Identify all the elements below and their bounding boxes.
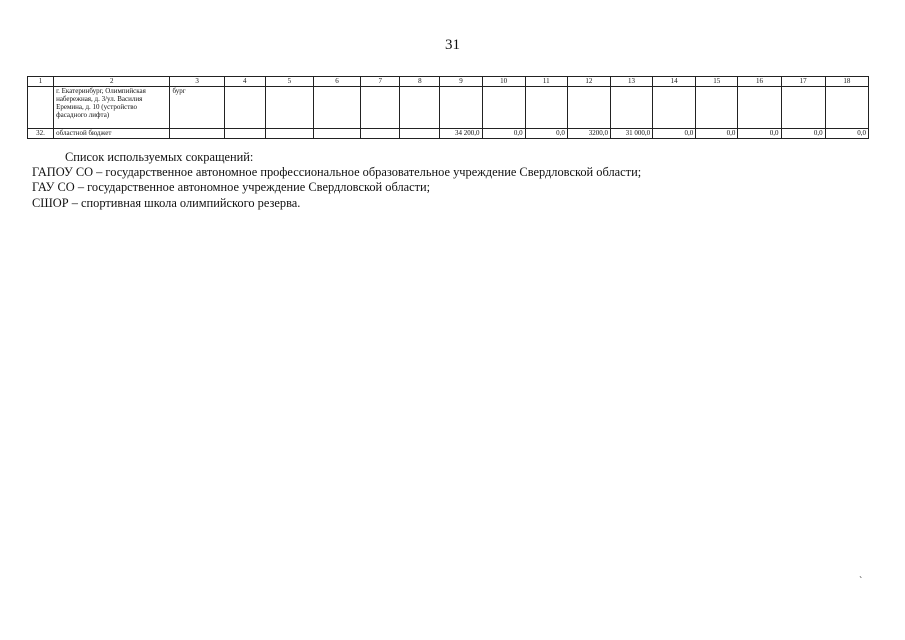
column-number-cell: 17 [781, 77, 825, 87]
value-cell: 0,0 [781, 129, 825, 139]
value-cell: 0,0 [696, 129, 738, 139]
column-number-row [28, 77, 869, 87]
value-cell: 31 000,0 [610, 129, 652, 139]
column-number-cell: 18 [825, 77, 868, 87]
column-number-cell: 6 [313, 77, 360, 87]
value-cell [224, 129, 265, 139]
column-number-cell: 14 [653, 77, 696, 87]
column-number-cell: 15 [696, 77, 738, 87]
abbreviations-section [32, 150, 872, 211]
table-cell [781, 87, 825, 129]
table-cell [525, 87, 567, 129]
location-cell: бург [170, 87, 224, 129]
table-cell [265, 87, 313, 129]
column-number-cell: 2 [54, 77, 170, 87]
column-number-cell: 5 [265, 77, 313, 87]
table-cell [400, 87, 440, 129]
table-cell [653, 87, 696, 129]
value-cell: 0,0 [653, 129, 696, 139]
column-number-cell: 12 [567, 77, 610, 87]
budget-row [28, 129, 869, 139]
column-number-cell: 7 [361, 77, 400, 87]
value-cell: 0,0 [738, 129, 781, 139]
value-cell: 34 200,0 [440, 129, 482, 139]
funding-source-cell: областной бюджет [54, 129, 170, 139]
table-cell [440, 87, 482, 129]
value-cell: 0,0 [482, 129, 525, 139]
value-cell: 0,0 [525, 129, 567, 139]
table-cell [696, 87, 738, 129]
table-cell [313, 87, 360, 129]
abbreviations-heading: Список используемых сокращений: [65, 150, 254, 164]
column-number-cell: 13 [610, 77, 652, 87]
table-cell [825, 87, 868, 129]
value-cell [170, 129, 224, 139]
value-cell: 3200,0 [567, 129, 610, 139]
column-number-cell: 1 [28, 77, 54, 87]
table-cell [28, 87, 54, 129]
value-cell [400, 129, 440, 139]
abbreviation-item: ГАУ СО – государственное автономное учреждение Свердловской области; [32, 180, 431, 195]
page-number: 31 [445, 37, 460, 53]
column-number-cell: 11 [525, 77, 567, 87]
budget-table [27, 76, 869, 139]
value-cell: 0,0 [825, 129, 868, 139]
address-row [28, 87, 869, 129]
table-cell [482, 87, 525, 129]
column-number-cell: 3 [170, 77, 224, 87]
column-number-cell: 8 [400, 77, 440, 87]
table-cell [738, 87, 781, 129]
stray-mark: ` [859, 576, 863, 587]
abbreviation-item: СШОР – спортивная школа олимпийского резерва. [32, 195, 301, 210]
column-number-cell: 10 [482, 77, 525, 87]
column-number-cell: 9 [440, 77, 482, 87]
column-number-cell: 4 [224, 77, 265, 87]
abbreviation-item: ГАПОУ СО – государственное автономное профессиональное образовательное учреждение Свердловской области; [32, 165, 642, 180]
table-cell [567, 87, 610, 129]
value-cell [313, 129, 360, 139]
table-cell [224, 87, 265, 129]
column-number-cell: 16 [738, 77, 781, 87]
value-cell [361, 129, 400, 139]
row-number-cell: 32. [28, 129, 54, 139]
table-cell [361, 87, 400, 129]
table-cell [610, 87, 652, 129]
address-cell: г. Екатеринбург, Олимпийская набережная, д. 3/ул. Василия Еремина, д. 10 (устройство фасадного лифта) [54, 87, 170, 129]
value-cell [265, 129, 313, 139]
